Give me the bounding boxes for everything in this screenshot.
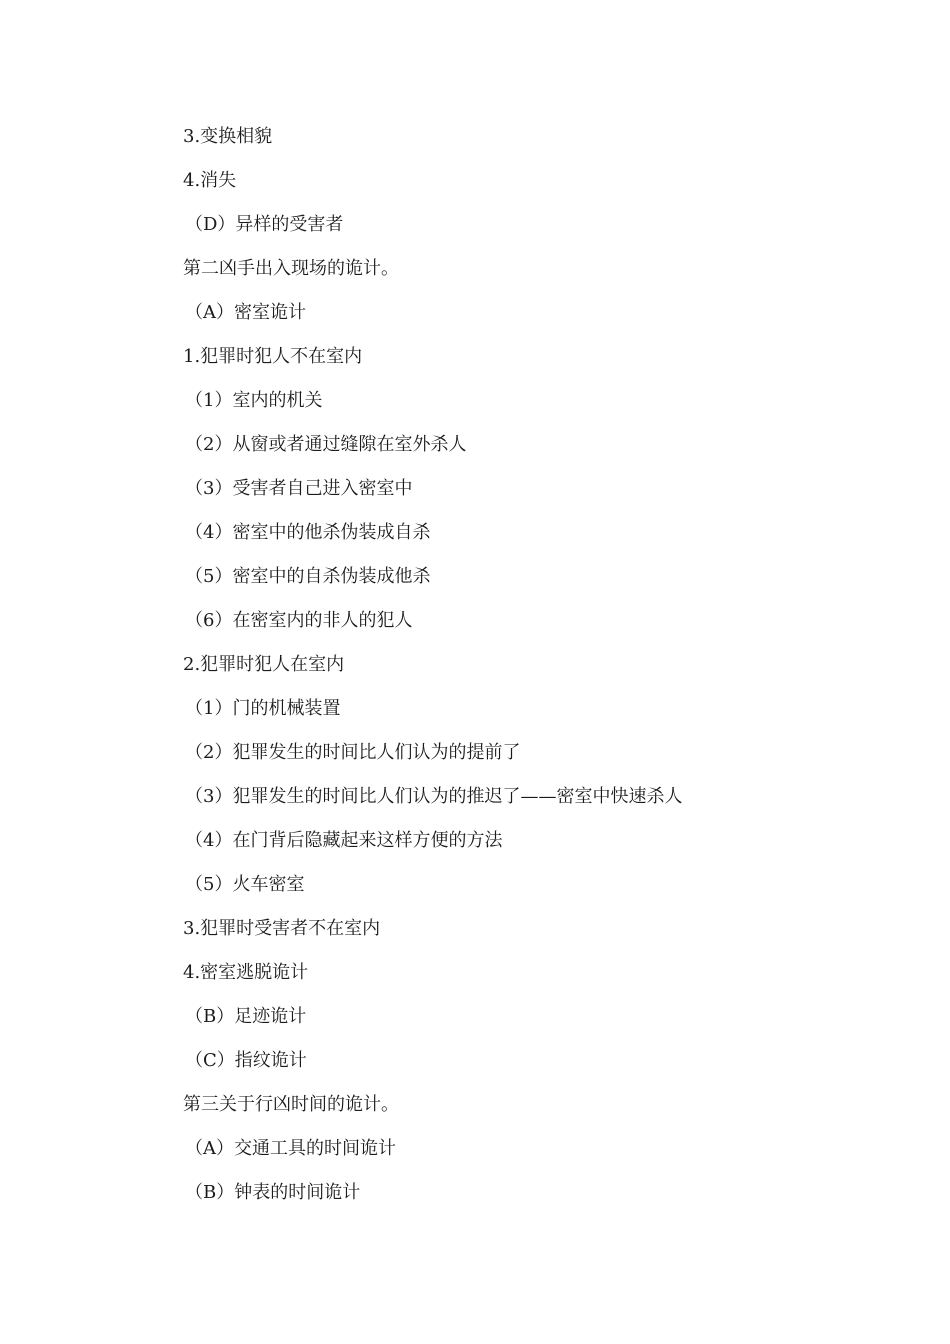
sub-item-1: （1）门的机械装置 — [185, 698, 341, 719]
chapter-heading-3: 第三关于行凶时间的诡计。 — [183, 1094, 399, 1115]
sub-item-5: （5）密室中的自杀伪装成他杀 — [185, 566, 431, 587]
section-a-locked-room: （A）密室诡计 — [185, 302, 306, 323]
list-item-2-criminal-inside: 2.犯罪时犯人在室内 — [183, 654, 345, 675]
sub-item-2: （2）从窗或者通过缝隙在室外杀人 — [185, 434, 467, 455]
list-item-change-appearance: 3.变换相貌 — [183, 126, 273, 147]
sub-item-3: （3）受害者自己进入密室中 — [185, 478, 413, 499]
list-item-4-escape-trick: 4.密室逃脱诡计 — [183, 962, 309, 983]
sub-item-4: （4）在门背后隐藏起来这样方便的方法 — [185, 830, 503, 851]
section-b-footprint: （B）足迹诡计 — [185, 1006, 307, 1027]
sub-item-4: （4）密室中的他杀伪装成自杀 — [185, 522, 431, 543]
document-body — [183, 123, 783, 1223]
list-item-3-victim-not-inside: 3.犯罪时受害者不在室内 — [183, 918, 381, 939]
section-d-strange-victim: （D）异样的受害者 — [185, 214, 344, 235]
sub-item-2: （2）犯罪发生的时间比人们认为的提前了 — [185, 742, 521, 763]
sub-item-5: （5）火车密室 — [185, 874, 305, 895]
chapter-heading-2: 第二凶手出入现场的诡计。 — [183, 258, 399, 279]
list-item-1-criminal-not-inside: 1.犯罪时犯人不在室内 — [183, 346, 363, 367]
sub-item-3: （3）犯罪发生的时间比人们认为的推迟了——密室中快速杀人 — [185, 786, 683, 807]
section-b-clock-time: （B）钟表的时间诡计 — [185, 1182, 361, 1203]
list-item-disappear: 4.消失 — [183, 170, 237, 191]
section-c-fingerprint: （C）指纹诡计 — [185, 1050, 307, 1071]
sub-item-1: （1）室内的机关 — [185, 390, 323, 411]
section-a-transport-time: （A）交通工具的时间诡计 — [185, 1138, 396, 1159]
sub-item-6: （6）在密室内的非人的犯人 — [185, 610, 413, 631]
